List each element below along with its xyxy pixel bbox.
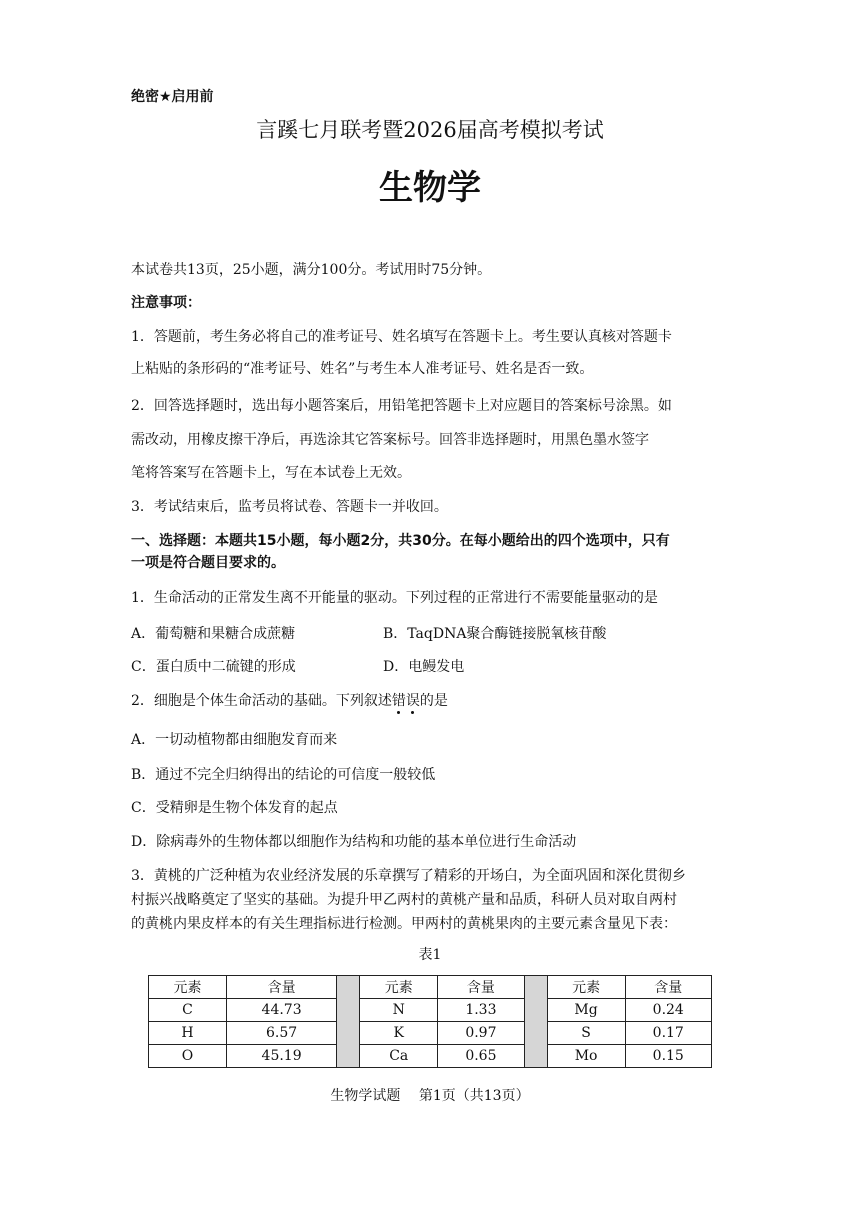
q2-option-c: C．受精卵是生物个体发育的起点 (131, 800, 338, 816)
table-header-cell: 元素 (149, 976, 227, 999)
table-cell: 0.24 (625, 999, 711, 1022)
table-cell: 0.97 (438, 1022, 524, 1045)
table-header-cell: 元素 (547, 976, 625, 999)
table-cell: N (360, 999, 438, 1022)
q2-option-d: D．除病毒外的生物体都以细胞作为结构和功能的基本单位进行生命活动 (131, 834, 577, 850)
q3-stem-line: 村振兴战略奠定了坚实的基础。为提升甲乙两村的黄桃产量和品质，科研人员对取自两村 (131, 892, 677, 908)
table-header-cell: 元素 (360, 976, 438, 999)
q2-option-b: B．通过不完全归纳得出的结论的可信度一般较低 (131, 767, 436, 783)
notice-line: 上粘贴的条形码的“准考证号、姓名”与考生本人准考证号、姓名是否一致。 (131, 361, 594, 377)
table-cell: 44.73 (226, 999, 336, 1022)
exam-title: 言蹊七月联考暨2026届高考模拟考试 (256, 118, 604, 142)
subject-title: 生物学 (379, 168, 481, 208)
notice-line: 笔将答案写在答题卡上，写在本试卷上无效。 (131, 465, 411, 481)
notice-line: 2．回答选择题时，选出每小题答案后，用铅笔把答题卡上对应题目的答案标号涂黑。如 (131, 398, 672, 414)
element-content-table (148, 975, 712, 1068)
q2-stem (131, 690, 448, 710)
table-cell: Ca (360, 1045, 438, 1068)
table-cell: 45.19 (226, 1045, 336, 1068)
q3-stem-line: 的黄桃内果皮样本的有关生理指标进行检测。甲两村的黄桃果肉的主要元素含量见下表： (131, 916, 677, 932)
table-cell: 0.15 (625, 1045, 711, 1068)
table-separator (337, 976, 360, 1068)
table-header-cell: 含量 (226, 976, 336, 999)
notice-line: 3．考试结束后，监考员将试卷、答题卡一并收回。 (131, 499, 448, 515)
q2-option-a: A．一切动植物都由细胞发育而来 (131, 732, 338, 748)
q2-stem-post: 的是 (419, 693, 448, 709)
page-footer: 生物学试题 第1页（共13页） (330, 1088, 530, 1104)
table-separator (524, 976, 547, 1068)
q1-option-b: B．TaqDNA聚合酶链接脱氧核苷酸 (383, 626, 607, 642)
table-cell: S (547, 1022, 625, 1045)
table-cell: O (149, 1045, 227, 1068)
q2-emphasis-char: 错 (391, 693, 406, 709)
q2-emphasis-char: 误 (405, 693, 420, 709)
q1-option-d: D．电鳗发电 (383, 659, 465, 675)
table-cell: 1.33 (438, 999, 524, 1022)
notice-line: 1．答题前，考生务必将自己的准考证号、姓名填写在答题卡上。考生要认真核对答题卡 (131, 329, 672, 345)
table-cell: 0.17 (625, 1022, 711, 1045)
notice-line: 需改动，用橡皮擦干净后，再选涂其它答案标号。回答非选择题时，用黑色墨水签字 (131, 432, 649, 448)
table-header-row (149, 976, 712, 999)
secret-label: 绝密★启用前 (131, 89, 214, 105)
table-row (149, 1022, 712, 1045)
table-caption: 表1 (418, 947, 442, 963)
table-cell: 6.57 (226, 1022, 336, 1045)
table-cell: Mg (547, 999, 625, 1022)
q1-stem: 1．生命活动的正常发生离不开能量的驱动。下列过程的正常进行不需要能量驱动的是 (131, 590, 658, 606)
table-header-cell: 含量 (438, 976, 524, 999)
table-header-cell: 含量 (625, 976, 711, 999)
section-heading: 一、选择题：本题共15小题，每小题2分，共30分。在每小题给出的四个选项中，只有 (131, 533, 670, 549)
section-heading-cont: 一项是符合题目要求的。 (131, 555, 285, 571)
q2-stem-pre: 2．细胞是个体生命活动的基础。下列叙述 (131, 693, 392, 709)
notice-title: 注意事项： (131, 295, 201, 311)
table-cell: H (149, 1022, 227, 1045)
table-cell: 0.65 (438, 1045, 524, 1068)
q1-option-c: C．蛋白质中二硫键的形成 (131, 659, 296, 675)
q1-option-a: A．葡萄糖和果糖合成蔗糖 (131, 626, 296, 642)
table-cell: C (149, 999, 227, 1022)
table-row (149, 1045, 712, 1068)
intro-text: 本试卷共13页，25小题，满分100分。考试用时75分钟。 (131, 262, 492, 278)
table-cell: K (360, 1022, 438, 1045)
table-cell: Mo (547, 1045, 625, 1068)
q3-stem-line: 3．黄桃的广泛种植为农业经济发展的乐章撰写了精彩的开场白，为全面巩固和深化贯彻乡 (131, 868, 686, 884)
table-row (149, 999, 712, 1022)
